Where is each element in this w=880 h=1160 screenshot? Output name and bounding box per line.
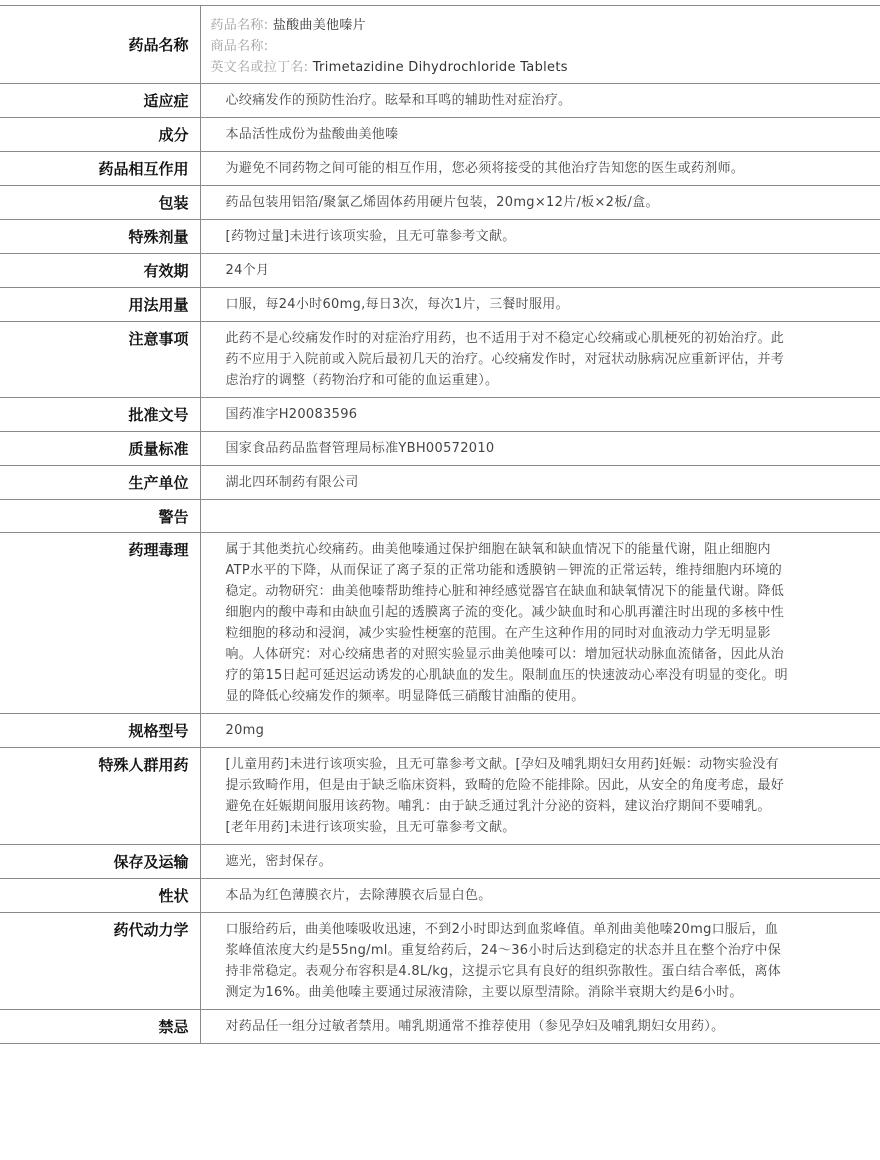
row-value: 为避免不同药物之间可能的相互作用，您必须将接受的其他治疗告知您的医生或药剂师。 (225, 161, 745, 176)
row-value: 属于其他类抗心绞痛药。曲美他嗪通过保护细胞在缺氧和缺血情况下的能量代谢，阻止细胞内ATP水平的下降，从而保证了离子泵的正常功能和透膜钠－钾流的正常运转，维持细胞内环境的稳定。动物研究：曲美他嗪帮助维持心脏和神经感觉器官在缺血和缺氧情况下的能量代谢。降低细胞内的酸中毒和由缺血引起的透膜离子流的变化。减少缺血时和心肌再灌注时出现的多核中性粒细胞的移动和浸润，减少实验性梗塞的范围。在产生这种作用的同时对血液动力学无明显影响。人体研究：对心绞痛患者的对照实验显示曲美他嗪可以：增加冠状动脉血流储备，因此从治疗的第15日起可延迟运动诱发的心肌缺血的发生。限制血压的快速波动心率没有明显的变化。明显的降低心绞痛发作的频率。明显降低三硝酸甘油酯的使用。 (225, 542, 788, 704)
row-value: 遮光，密封保存。 (225, 854, 332, 869)
row-value: 口服，每24小时60mg,每日3次，每次1片，三餐时服用。 (225, 297, 569, 312)
row-label: 规格型号 (0, 714, 200, 748)
row-label: 药代动力学 (0, 913, 200, 1010)
drug-spec-table (0, 5, 880, 1044)
row-value: [儿童用药]未进行该项实验，且无可靠参考文献。[孕妇及哺乳期妇女用药]妊娠：动物实验没有提示致畸作用，但是由于缺乏临床资料，致畸的危险不能排除。因此，从安全的角度考虑，最好避免在妊娠期间服用该药物。哺乳：由于缺乏通过乳汁分泌的资料，建议治疗期间不要哺乳。[老年用药]未进行该项实验，且无可靠参考文献。 (225, 757, 785, 835)
row-label: 适应症 (0, 84, 200, 118)
row-value: 20mg (225, 723, 265, 738)
row-value: 对药品任一组分过敏者禁用。哺乳期通常不推荐使用（参见孕妇及哺乳期妇女用药）。 (225, 1019, 725, 1034)
row-label: 禁忌 (0, 1010, 200, 1044)
drug-name-cell (200, 6, 880, 84)
spec-row (0, 913, 880, 1010)
spec-row (0, 533, 880, 714)
row-value: 湖北四环制药有限公司 (225, 475, 359, 490)
row-label: 成分 (0, 118, 200, 152)
row-label: 批准文号 (0, 398, 200, 432)
row-label: 药理毒理 (0, 533, 200, 714)
row-label: 保存及运输 (0, 845, 200, 879)
spec-row (0, 845, 880, 879)
row-label: 特殊剂量 (0, 220, 200, 254)
row-value: 国药准字H20083596 (225, 407, 358, 422)
spec-row (0, 1010, 880, 1044)
row-value: 国家食品药品监督管理局标准YBH00572010 (225, 441, 495, 456)
row-value: 24个月 (225, 263, 270, 278)
row-value (200, 500, 880, 533)
generic-name-key: 药品名称: (210, 18, 269, 33)
row-label: 包装 (0, 186, 200, 220)
row-label: 性状 (0, 879, 200, 913)
english-name-line (211, 57, 861, 78)
spec-row (0, 84, 880, 118)
spec-row (0, 288, 880, 322)
spec-row (0, 152, 880, 186)
row-label: 有效期 (0, 254, 200, 288)
spec-row (0, 500, 880, 533)
spec-row-drug-name (0, 6, 880, 84)
english-name-key: 英文名或拉丁名: (210, 60, 309, 75)
spec-row (0, 186, 880, 220)
row-label: 生产单位 (0, 466, 200, 500)
row-label: 药品名称 (0, 6, 200, 84)
row-value: 本品为红色薄膜衣片，去除薄膜衣后显白色。 (225, 888, 492, 903)
row-value: [药物过量]未进行该项实验，且无可靠参考文献。 (225, 229, 516, 244)
row-value: 此药不是心绞痛发作时的对症治疗用药，也不适用于对不稳定心绞痛或心肌梗死的初始治疗。此药不应用于入院前或入院后最初几天的治疗。心绞痛发作时，对冠状动脉病况应重新评估，并考虑治疗的调整（药物治疗和可能的血运重建）。 (225, 331, 785, 388)
row-label: 特殊人群用药 (0, 748, 200, 845)
row-label: 药品相互作用 (0, 152, 200, 186)
spec-row (0, 220, 880, 254)
row-label: 用法用量 (0, 288, 200, 322)
english-name-value: Trimetazidine Dihydrochloride Tablets (312, 60, 568, 75)
row-value: 药品包装用铝箔/聚氯乙烯固体药用硬片包装，20mg×12片/板×2板/盒。 (225, 195, 659, 210)
generic-name-value: 盐酸曲美他嗪片 (272, 18, 366, 33)
row-label: 注意事项 (0, 322, 200, 398)
spec-row (0, 254, 880, 288)
trade-name-line (211, 36, 861, 57)
spec-row (0, 879, 880, 913)
generic-name-line (211, 15, 861, 36)
spec-row (0, 432, 880, 466)
row-value: 心绞痛发作的预防性治疗。眩晕和耳鸣的辅助性对症治疗。 (225, 93, 572, 108)
spec-row (0, 322, 880, 398)
row-value: 本品活性成份为盐酸曲美他嗪 (225, 127, 399, 142)
row-label: 质量标准 (0, 432, 200, 466)
spec-row (0, 466, 880, 500)
spec-row (0, 118, 880, 152)
spec-row (0, 714, 880, 748)
spec-row (0, 748, 880, 845)
row-label: 警告 (0, 500, 200, 533)
row-value: 口服给药后，曲美他嗪吸收迅速，不到2小时即达到血浆峰值。单剂曲美他嗪20mg口服后，血浆峰值浓度大约是55ng/ml。重复给药后，24～36小时后达到稳定的状态并且在整个治疗中保持非常稳定。表观分布容积是4.8L/kg，这提示它具有良好的组织弥散性。蛋白结合率低，离体测定为16%。曲美他嗪主要通过尿液清除，主要以原型清除。消除半衰期大约是6小时。 (225, 922, 782, 1000)
trade-name-key: 商品名称: (210, 39, 269, 54)
spec-row (0, 398, 880, 432)
